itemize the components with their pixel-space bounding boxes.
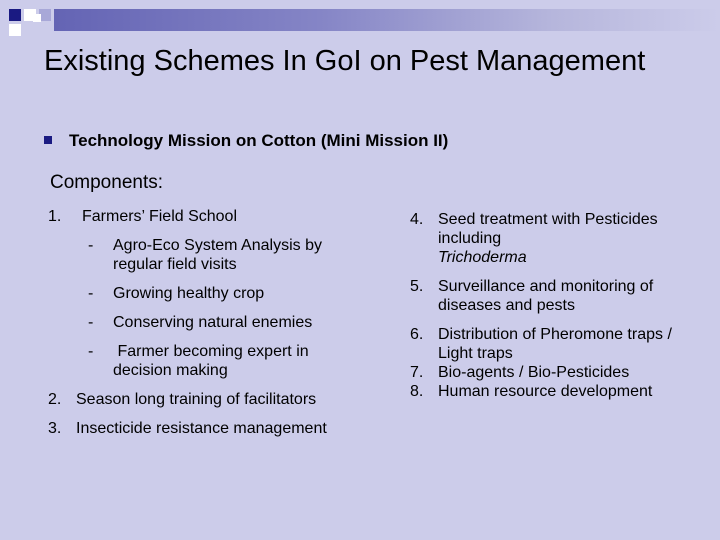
list-text: Farmers’ Field School (82, 208, 238, 225)
left-column (48, 207, 368, 448)
dash: - (88, 314, 94, 331)
dash: - (88, 343, 94, 360)
list-text: Surveillance and monitoring of diseases and pests (438, 278, 654, 314)
list-text: Insecticide resistance management (76, 420, 327, 437)
list-text: Bio-agents / Bio-Pesticides (438, 364, 630, 381)
list-item (410, 325, 700, 363)
sub-list-text: Farmer becoming expert in decision making (113, 343, 314, 379)
header-gradient-bar (54, 9, 720, 31)
list-number: 3. (48, 420, 62, 437)
sub-list (48, 236, 368, 380)
list-number: 7. (410, 364, 424, 381)
main-bullet-text: Technology Mission on Cotton (Mini Mission II) (69, 131, 449, 150)
main-bullet (44, 131, 448, 151)
list-number: 5. (410, 278, 424, 295)
list-number: 1. (48, 208, 62, 225)
list-item (410, 382, 700, 401)
slide-title: Existing Schemes In GoI on Pest Management (44, 45, 646, 77)
right-column (410, 210, 700, 401)
list-number: 6. (410, 326, 424, 343)
sub-list-item (48, 284, 368, 303)
list-item (48, 207, 368, 226)
sub-list-item (48, 236, 368, 274)
decor-square-icon (9, 9, 21, 21)
list-number: 8. (410, 383, 424, 400)
list-item (48, 419, 368, 438)
decor-square-icon (33, 14, 41, 22)
bullet-square-icon (44, 136, 52, 144)
list-item (48, 390, 368, 409)
dash: - (88, 237, 94, 254)
list-text-italic: Trichoderma (438, 249, 527, 266)
list-number: 2. (48, 391, 62, 408)
decor-square-icon (9, 24, 21, 36)
list-text: Distribution of Pheromone traps / Light traps (438, 326, 672, 362)
sub-list-item (48, 313, 368, 332)
sub-list-item (48, 342, 368, 380)
list-text: Seed treatment with Pesticides including (438, 211, 658, 247)
list-text: Season long training of facilitators (76, 391, 317, 408)
sub-list-text: Growing healthy crop (113, 285, 265, 302)
dash: - (88, 285, 94, 302)
components-label: Components: (50, 172, 164, 193)
list-item (410, 363, 700, 382)
list-number: 4. (410, 211, 424, 228)
list-item (410, 210, 700, 267)
sub-list-text: Conserving natural enemies (113, 314, 313, 331)
list-text: Human resource development (438, 383, 653, 400)
list-item (410, 277, 700, 315)
sub-list-text: Agro-Eco System Analysis by regular field visits (113, 237, 322, 273)
